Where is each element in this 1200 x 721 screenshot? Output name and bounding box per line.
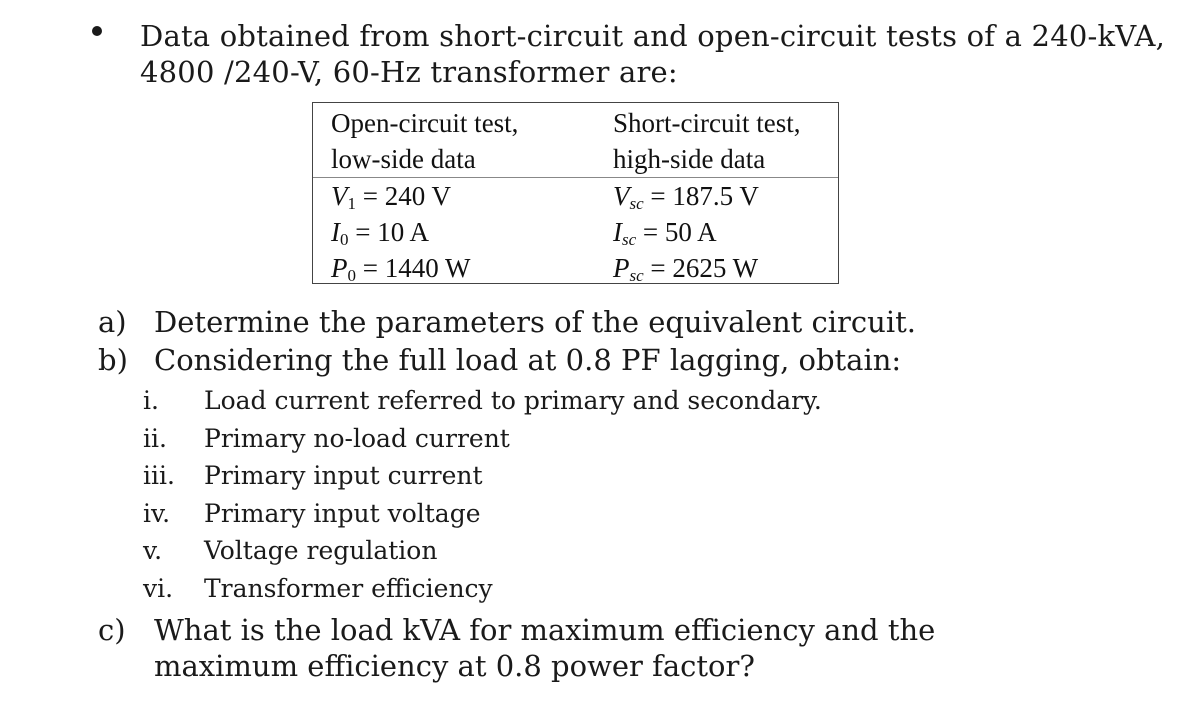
short-circuit-header-line-2: high-side data bbox=[613, 144, 766, 174]
subscript: 0 bbox=[347, 266, 356, 285]
list-item-text: Primary no-load current bbox=[204, 423, 510, 453]
symbol: P bbox=[331, 253, 348, 283]
open-v1-row bbox=[331, 178, 451, 214]
symbol: P bbox=[613, 253, 630, 283]
test-data-table bbox=[312, 102, 839, 284]
list-item-text: Load current referred to primary and secondary. bbox=[204, 386, 822, 415]
symbol: I bbox=[331, 217, 340, 247]
subscript: 1 bbox=[347, 194, 356, 213]
list-item-number: vi. bbox=[143, 573, 174, 603]
question-c bbox=[98, 612, 935, 684]
question-c-line-2: maximum efficiency at 0.8 power factor? bbox=[154, 649, 755, 683]
list-item-number: iii. bbox=[143, 461, 175, 490]
short-psc-row bbox=[613, 250, 758, 286]
question-c-line-1: What is the load kVA for maximum efficiency and the bbox=[154, 613, 936, 647]
open-circuit-header-line-2: low-side data bbox=[331, 144, 476, 174]
list-item bbox=[143, 420, 822, 458]
question-b-label: b) bbox=[98, 343, 128, 377]
question-a-text: Determine the parameters of the equivalent circuit. bbox=[154, 305, 916, 339]
list-item bbox=[143, 495, 822, 533]
subscript: sc bbox=[629, 194, 644, 213]
symbol: I bbox=[613, 217, 622, 247]
value: = 1440 W bbox=[362, 253, 471, 283]
question-b-sublist bbox=[143, 382, 822, 607]
table-rows bbox=[313, 177, 838, 285]
list-item bbox=[143, 570, 822, 608]
open-p0-row bbox=[331, 250, 470, 286]
value: = 2625 W bbox=[650, 253, 759, 283]
list-item bbox=[143, 382, 822, 420]
list-item-text: Primary input voltage bbox=[204, 498, 481, 528]
question-b bbox=[98, 342, 901, 378]
open-i0-row bbox=[331, 214, 429, 250]
list-item-text: Primary input current bbox=[204, 461, 483, 490]
list-item bbox=[143, 457, 822, 495]
list-item-number: v. bbox=[143, 536, 163, 565]
list-item-number: ii. bbox=[143, 423, 167, 453]
list-item-number: iv. bbox=[143, 498, 171, 528]
question-a bbox=[98, 304, 916, 340]
intro-line-2: 4800 /240-V, 60-Hz transformer are: bbox=[140, 55, 678, 89]
question-b-text: Considering the full load at 0.8 PF lagging, obtain: bbox=[154, 343, 902, 377]
subscript: sc bbox=[629, 266, 644, 285]
list-item-text: Voltage regulation bbox=[204, 536, 438, 565]
value: = 10 A bbox=[355, 217, 429, 247]
subscript: sc bbox=[622, 230, 637, 249]
problem-intro bbox=[140, 18, 1165, 90]
value: = 187.5 V bbox=[650, 181, 759, 211]
symbol: V bbox=[331, 181, 348, 211]
short-isc-row bbox=[613, 214, 717, 250]
symbol: V bbox=[613, 181, 630, 211]
list-item-number: i. bbox=[143, 386, 159, 415]
question-a-label: a) bbox=[98, 305, 127, 339]
intro-line-1: Data obtained from short-circuit and open-circuit tests of a 240-kVA, bbox=[140, 19, 1166, 53]
open-circuit-header-line-1: Open-circuit test, bbox=[331, 108, 519, 138]
list-item-text: Transformer efficiency bbox=[204, 573, 493, 603]
subscript: 0 bbox=[340, 230, 349, 249]
value: = 240 V bbox=[362, 181, 451, 211]
open-circuit-header bbox=[331, 105, 518, 177]
short-vsc-row bbox=[613, 178, 759, 214]
question-c-label: c) bbox=[98, 613, 126, 647]
list-item bbox=[143, 532, 822, 570]
short-circuit-header bbox=[613, 105, 800, 177]
value: = 50 A bbox=[642, 217, 717, 247]
short-circuit-header-line-1: Short-circuit test, bbox=[613, 108, 801, 138]
bullet-icon bbox=[92, 26, 102, 36]
